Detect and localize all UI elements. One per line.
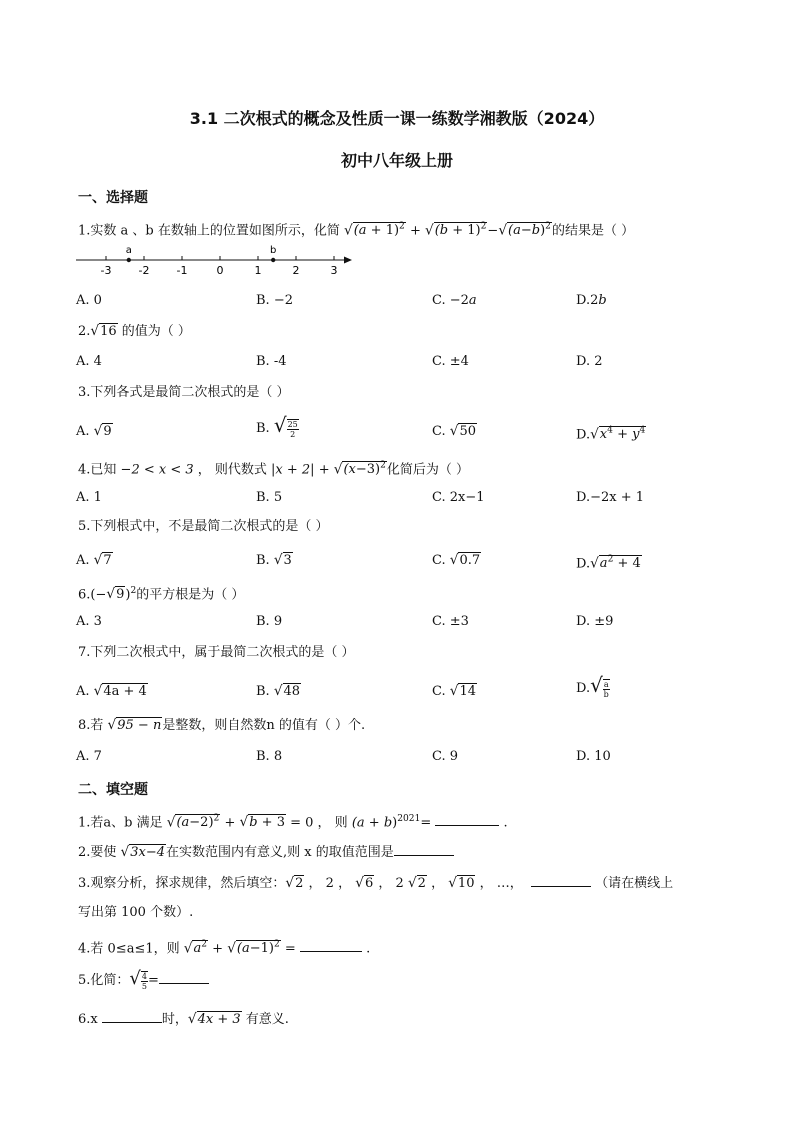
q3-option-d: $D.√x^4 + y^4$ bbox=[576, 426, 646, 443]
q1-option-a: A. 0 bbox=[76, 293, 102, 308]
fill-question-3-cont: 写出第 100 个数）. bbox=[78, 905, 194, 920]
q6-option-b: B. 9 bbox=[256, 614, 283, 629]
number-line-tick-label: 1 bbox=[254, 264, 262, 277]
radical: √16 bbox=[90, 323, 117, 339]
page-subtitle: 初中八年级上册 bbox=[340, 151, 453, 170]
arrow-right-icon bbox=[344, 257, 352, 264]
number-line-tick-label: 3 bbox=[330, 264, 338, 277]
q4-option-a: A. 1 bbox=[76, 490, 102, 505]
q7-option-d: D.√ $\frac{a}{b}$ bbox=[576, 673, 609, 699]
point-a-label: a bbox=[125, 245, 132, 256]
q5-option-b: B. √3 bbox=[256, 552, 292, 568]
q7-option-c: C. √14 bbox=[432, 683, 477, 699]
q1-option-c: C. −2a bbox=[432, 293, 477, 308]
section-choice: 一、选择题 bbox=[78, 190, 148, 206]
q2-option-a: A. 4 bbox=[76, 354, 102, 369]
point-b-label: b bbox=[270, 245, 277, 256]
q5-option-d: $D.√a^2 + 4$ bbox=[576, 555, 641, 572]
q7-option-b: B. √48 bbox=[256, 683, 301, 699]
answer-blank[interactable] bbox=[159, 971, 209, 984]
q6-option-a: A. 3 bbox=[76, 614, 102, 629]
question-3: 3.下列各式是最简二次根式的是（ ） bbox=[78, 385, 290, 400]
q8-option-c: C. 9 bbox=[432, 749, 459, 764]
question-6: $6.(-√9)^2$的平方根是为（ ） bbox=[78, 586, 245, 603]
q3-option-b: B. √ $\frac{25}{2}$ bbox=[256, 413, 298, 439]
q5-option-c: C. √0.7 bbox=[432, 552, 481, 568]
fill-question-5: 5.化简：√ $\frac{4}{5}$ = bbox=[78, 970, 209, 991]
q6-option-c: C. ±3 bbox=[432, 614, 469, 629]
q8-option-d: D. 10 bbox=[576, 749, 611, 764]
question-7: 7.下列二次根式中，属于最简二次根式的是（ ） bbox=[78, 645, 355, 660]
number-line-tick-label: -2 bbox=[138, 264, 150, 277]
question-1-prefix: 1.实数 a 、b 在数轴上的位置如图所示，化简 bbox=[78, 223, 340, 239]
number-line-tick-label: -1 bbox=[176, 264, 188, 277]
question-8: 8.若 √95 − n是整数，则自然数n 的值有（ ）个. bbox=[78, 717, 366, 733]
q8-option-a: A. 7 bbox=[76, 749, 102, 764]
answer-blank[interactable] bbox=[435, 813, 499, 826]
question-1: 1.实数 a 、b 在数轴上的位置如图所示，化简 $√(a + 1)^2 + √(b + 1)^2-√(a-b)^2$的结果是（ ） bbox=[78, 218, 634, 240]
radical: $√(a + 1)^2$ bbox=[344, 222, 405, 239]
answer-blank[interactable] bbox=[394, 843, 454, 856]
number-line-tick-label: 0 bbox=[216, 264, 224, 277]
q5-option-a: A. √7 bbox=[76, 552, 112, 568]
q4-option-b: B. 5 bbox=[256, 490, 283, 505]
question-2: 2.√16 的值为（ ） bbox=[78, 323, 191, 339]
answer-blank[interactable] bbox=[102, 1010, 162, 1023]
fill-question-3: 3.观察分析，探求规律，然后填空：√2 ， 2 ， √6 ， 2 √2 ， √10 ， …， （请在横线上 bbox=[78, 875, 674, 891]
q3-option-a: A. √9 bbox=[76, 423, 112, 439]
radical: $√(x-3)^2$ bbox=[333, 461, 386, 478]
fill-question-1: 1.若a、b 满足 $√(a-2)^2 + √b + 3 = 0$ ， 则 $(a + b)^{2021}=$ . bbox=[78, 814, 508, 831]
point-a bbox=[127, 258, 131, 262]
q4-option-c: C. 2x−1 bbox=[432, 490, 485, 505]
question-5: 5.下列根式中，不是最简二次根式的是（ ） bbox=[78, 519, 329, 534]
radical: $√(a-b)^2$ bbox=[498, 222, 551, 239]
page-title: 3.1 二次根式的概念及性质一课一练数学湘教版（2024） bbox=[189, 109, 605, 128]
number-line-tick-label: 2 bbox=[292, 264, 300, 277]
q3-option-c: C. √50 bbox=[432, 423, 477, 439]
q4-option-d: D.−2x + 1 bbox=[576, 490, 645, 505]
question-1-suffix: 的结果是（ ） bbox=[551, 223, 635, 239]
q2-option-b: B. -4 bbox=[256, 354, 287, 369]
q2-option-d: D. 2 bbox=[576, 354, 603, 369]
section-fill: 二、填空题 bbox=[78, 782, 148, 798]
fill-question-2: 2.要使 √3x−4在实数范围内有意义,则 x 的取值范围是 bbox=[78, 843, 454, 862]
question-4: 4.已知 −2 < x < 3 ， 则代数式 $|x + 2| + √(x-3)^2$化简后为（ ） bbox=[78, 457, 469, 479]
point-b bbox=[271, 258, 275, 262]
q6-option-d: D. ±9 bbox=[576, 614, 614, 629]
fill-question-4: 4.若 0≤a≤1，则 $√a^2 + √(a-1)^2$ = . bbox=[78, 940, 371, 957]
answer-blank[interactable] bbox=[300, 939, 362, 952]
number-line bbox=[76, 244, 356, 280]
number-line-tick-label: -3 bbox=[100, 264, 112, 277]
q2-option-c: C. ±4 bbox=[432, 354, 469, 369]
q8-option-b: B. 8 bbox=[256, 749, 283, 764]
q1-option-b: B. −2 bbox=[256, 293, 293, 308]
answer-blank[interactable] bbox=[531, 874, 591, 887]
q1-option-d: D.2b bbox=[576, 293, 607, 308]
radical: $√(b + 1)^2$ bbox=[425, 222, 487, 239]
fill-question-6: 6.x 时，√4x + 3 有意义. bbox=[78, 1011, 289, 1027]
q7-option-a: A. √4a + 4 bbox=[76, 683, 147, 699]
